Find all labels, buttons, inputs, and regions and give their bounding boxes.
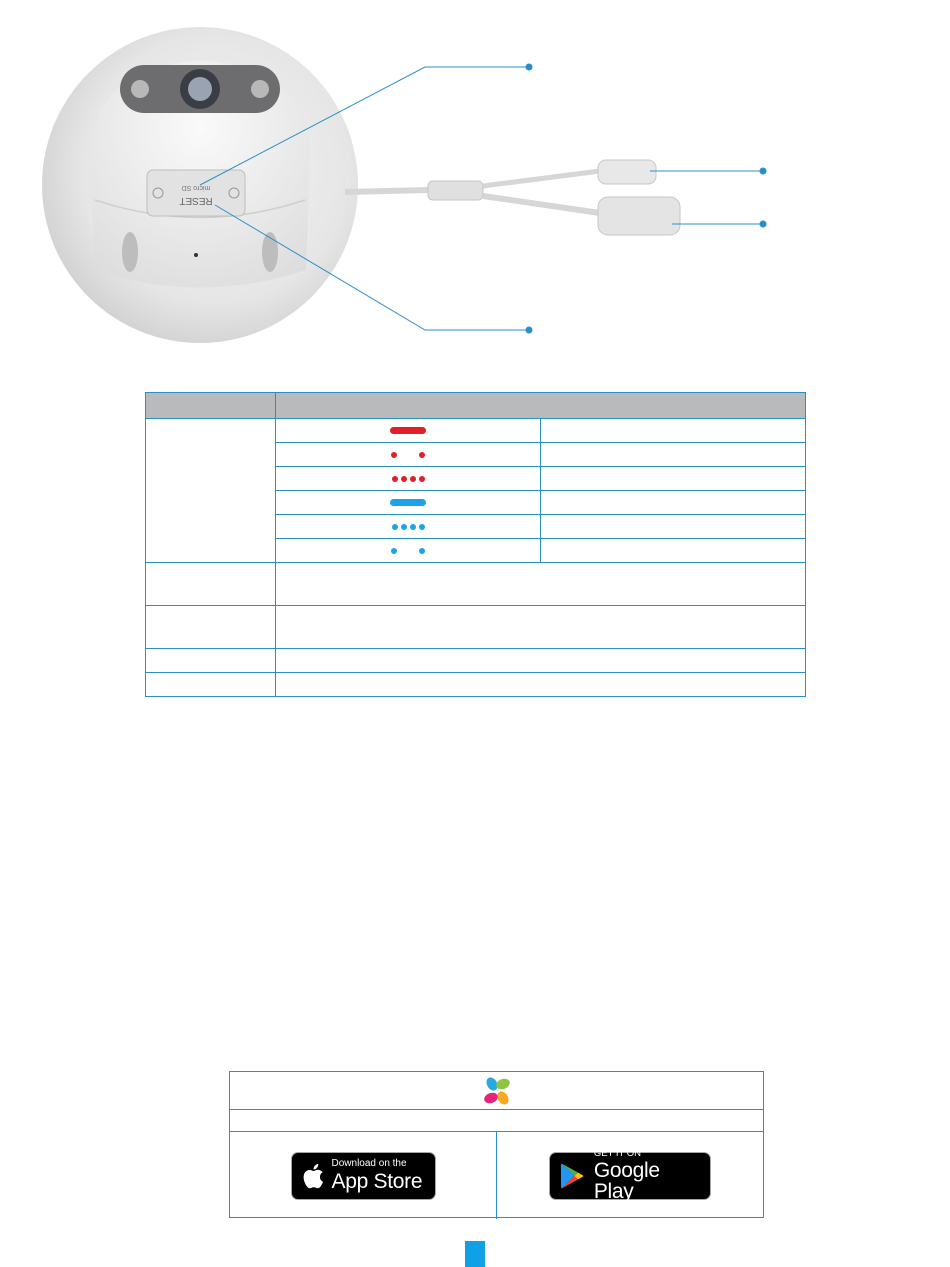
table-header-row	[146, 393, 806, 419]
component-description-cell	[276, 563, 806, 606]
app-download-box	[229, 1071, 764, 1218]
table-row	[146, 563, 806, 606]
app-logo-row	[230, 1072, 763, 1110]
led-symbol-cell	[276, 539, 541, 563]
led-description-cell	[541, 467, 806, 491]
app-store-badge[interactable]	[291, 1152, 436, 1200]
component-description-cell	[276, 649, 806, 673]
store-badges-row	[230, 1132, 763, 1219]
component-name-cell	[146, 649, 276, 673]
sd-label: micro SD	[181, 184, 211, 191]
red-slow-flash-led-icon	[391, 452, 425, 458]
led-description-cell	[541, 419, 806, 443]
app-store-small-text: Download on the	[331, 1158, 407, 1169]
component-name-cell	[146, 606, 276, 649]
led-description-cell	[541, 491, 806, 515]
google-play-small-text: GET IT ON	[593, 1147, 642, 1159]
table-row	[146, 673, 806, 697]
led-description-cell	[541, 539, 806, 563]
blue-solid-led-icon	[390, 499, 426, 506]
reset-label: RESET	[179, 195, 213, 206]
header-cell-description	[276, 393, 806, 419]
page-number-marker	[465, 1241, 485, 1267]
led-symbol-cell	[276, 443, 541, 467]
led-description-cell	[541, 515, 806, 539]
google-play-icon	[560, 1162, 585, 1190]
led-indicator-name-cell	[146, 419, 276, 563]
google-play-cell	[496, 1132, 763, 1219]
table-row	[146, 606, 806, 649]
component-description-cell	[276, 606, 806, 649]
table-row	[146, 649, 806, 673]
blue-fast-flash-led-icon	[392, 524, 425, 530]
led-description-cell	[541, 443, 806, 467]
component-name-cell	[146, 563, 276, 606]
red-solid-led-icon	[390, 427, 426, 434]
blue-slow-flash-led-icon	[391, 548, 425, 554]
header-cell-name	[146, 393, 276, 419]
app-description-row	[230, 1110, 763, 1132]
app-store-big-text: App Store	[331, 1170, 423, 1193]
component-name-cell	[146, 673, 276, 697]
led-symbol-cell	[276, 419, 541, 443]
app-store-cell	[230, 1132, 496, 1219]
led-symbol-cell	[276, 491, 541, 515]
led-symbol-cell	[276, 515, 541, 539]
component-description-cell	[276, 673, 806, 697]
component-table	[145, 392, 806, 697]
apple-icon	[302, 1163, 324, 1189]
google-play-badge[interactable]	[549, 1147, 711, 1204]
cable-assembly	[345, 160, 680, 235]
product-figure	[0, 0, 950, 360]
led-symbol-cell	[276, 467, 541, 491]
red-fast-flash-led-icon	[392, 476, 425, 482]
table-row	[146, 419, 806, 443]
ezviz-logo-icon	[481, 1075, 513, 1107]
google-play-big-text: Google Play	[593, 1159, 660, 1204]
